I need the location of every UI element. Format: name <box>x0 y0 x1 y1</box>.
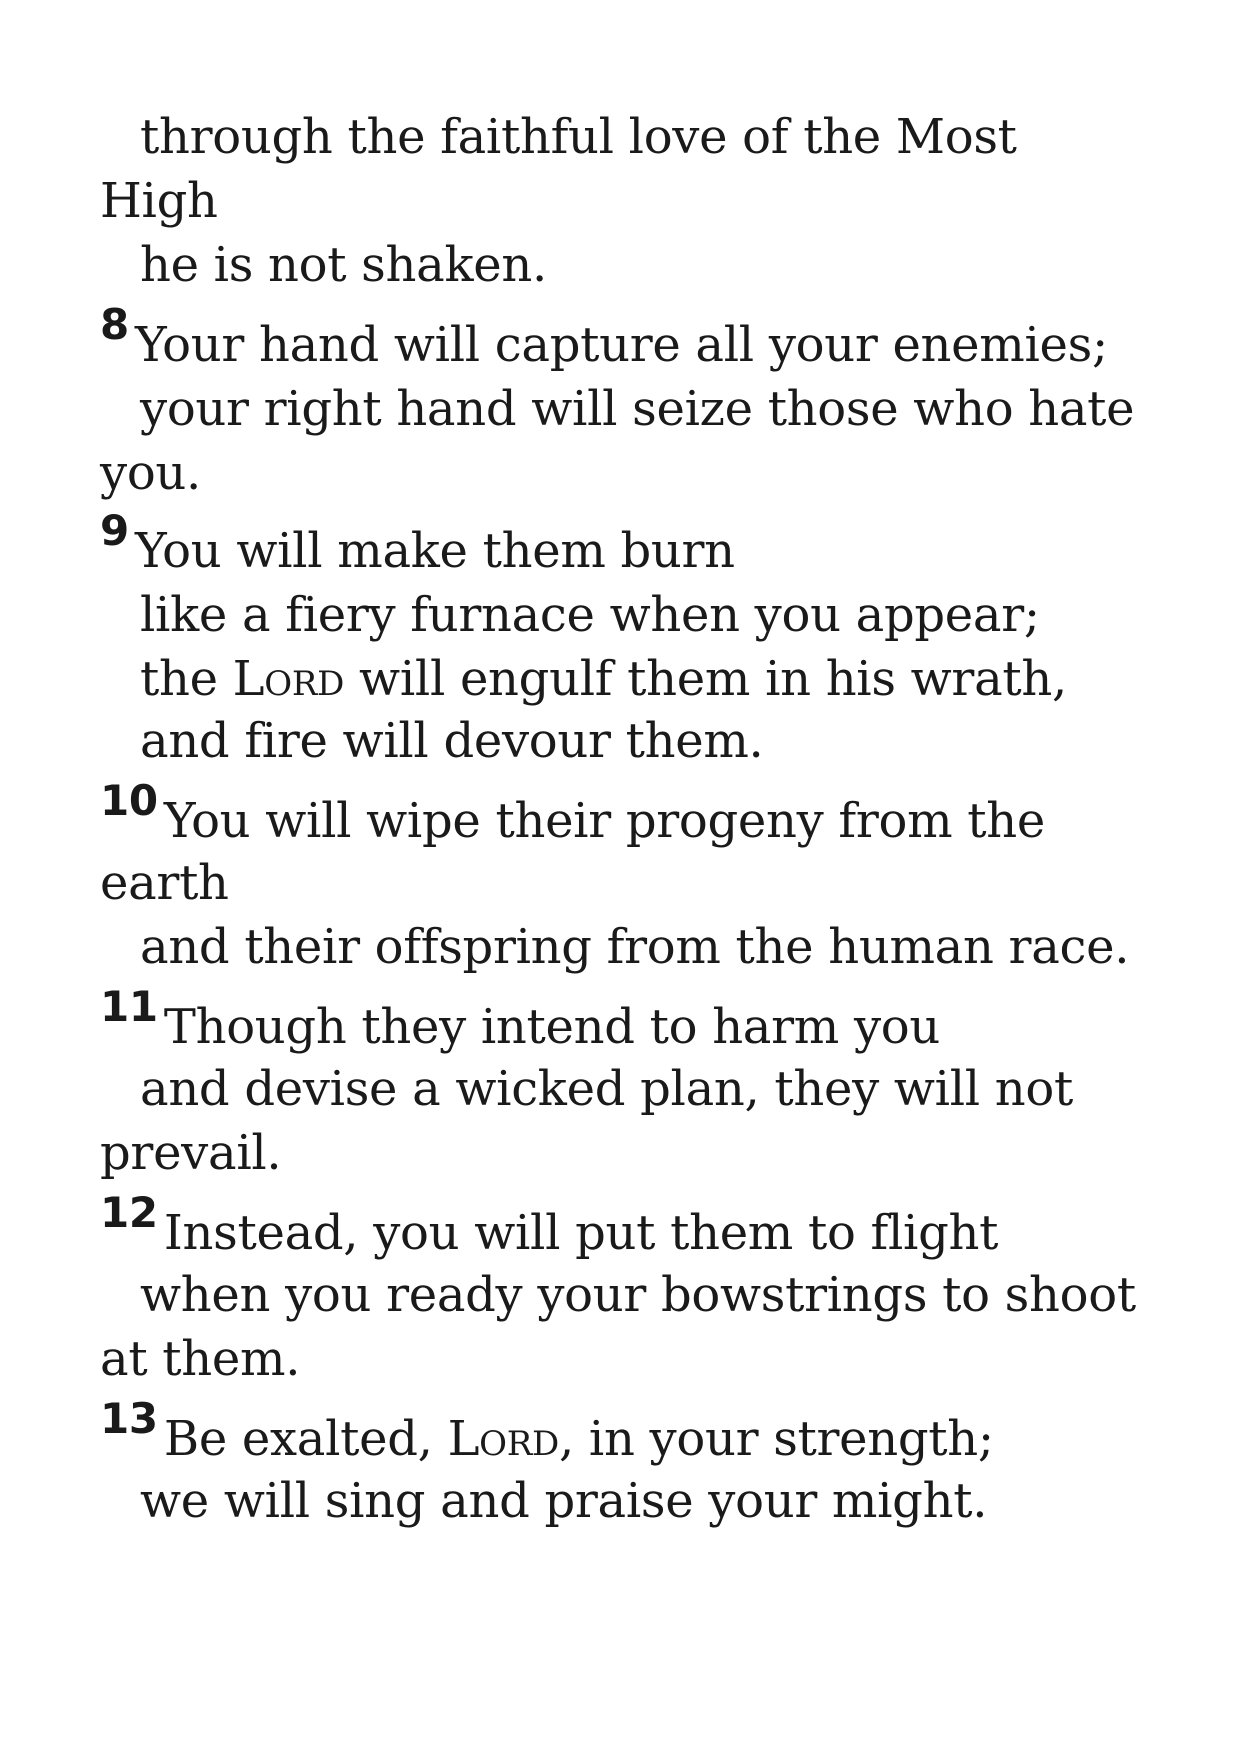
line-text: like a fiery furnace when you appear; <box>140 587 1040 643</box>
verse-line <box>100 982 940 1057</box>
text-line <box>100 1125 281 1181</box>
line-text: at them. <box>100 1331 301 1387</box>
line-text: he is not shaken. <box>140 237 547 293</box>
text-line <box>100 445 201 501</box>
line-text: You will make them burn <box>134 523 735 579</box>
line-text: and their offspring from the human race. <box>140 919 1130 975</box>
text-line <box>140 1061 1073 1117</box>
verse-number: 8 <box>100 300 129 349</box>
text-line <box>140 381 1134 437</box>
line-text-post: , in your strength; <box>559 1411 994 1467</box>
text-line <box>140 587 1040 643</box>
line-text: you. <box>100 445 201 501</box>
line-text: your right hand will seize those who hate <box>140 381 1135 437</box>
verse-number: 13 <box>100 1394 158 1443</box>
line-text-pre: the <box>140 651 233 707</box>
verse-line <box>100 506 735 581</box>
line-text: through the faithful love of the Most <box>140 109 1017 165</box>
verse-line <box>100 776 1046 851</box>
line-text: earth <box>100 855 229 911</box>
line-text: and devise a wicked plan, they will not <box>140 1061 1073 1117</box>
text-line <box>140 713 764 769</box>
line-text: Your hand will capture all your enemies; <box>134 317 1108 373</box>
text-line <box>140 919 1129 975</box>
line-text: High <box>100 173 218 229</box>
line-text: prevail. <box>100 1125 282 1181</box>
text-line <box>100 173 218 229</box>
verse-number: 10 <box>100 776 158 825</box>
verse-line <box>100 1188 999 1263</box>
line-text: Instead, you will put them to flight <box>163 1205 999 1261</box>
verse-line <box>100 1394 994 1469</box>
line-text: Though they intend to harm you <box>163 999 940 1055</box>
text-line <box>140 1267 1136 1323</box>
text-line <box>140 237 547 293</box>
verse-line <box>100 300 1108 375</box>
lord-small-caps: Lord <box>447 1411 560 1467</box>
text-line <box>100 855 229 911</box>
verse-number: 9 <box>100 506 129 555</box>
verse-number: 11 <box>100 982 158 1031</box>
lord-small-caps: Lord <box>232 651 345 707</box>
text-line <box>140 651 1067 707</box>
line-text: when you ready your bowstrings to shoot <box>140 1267 1136 1323</box>
text-line <box>100 1331 300 1387</box>
line-text-post: will engulf them in his wrath, <box>344 651 1067 707</box>
line-text: we will sing and praise your might. <box>140 1473 988 1529</box>
line-text: You will wipe their progeny from the <box>163 793 1046 849</box>
line-text-pre: Be exalted, <box>163 1411 448 1467</box>
text-line <box>140 1473 987 1529</box>
verse-number: 12 <box>100 1188 158 1237</box>
line-text: and fire will devour them. <box>140 713 764 769</box>
text-line <box>140 109 1017 165</box>
